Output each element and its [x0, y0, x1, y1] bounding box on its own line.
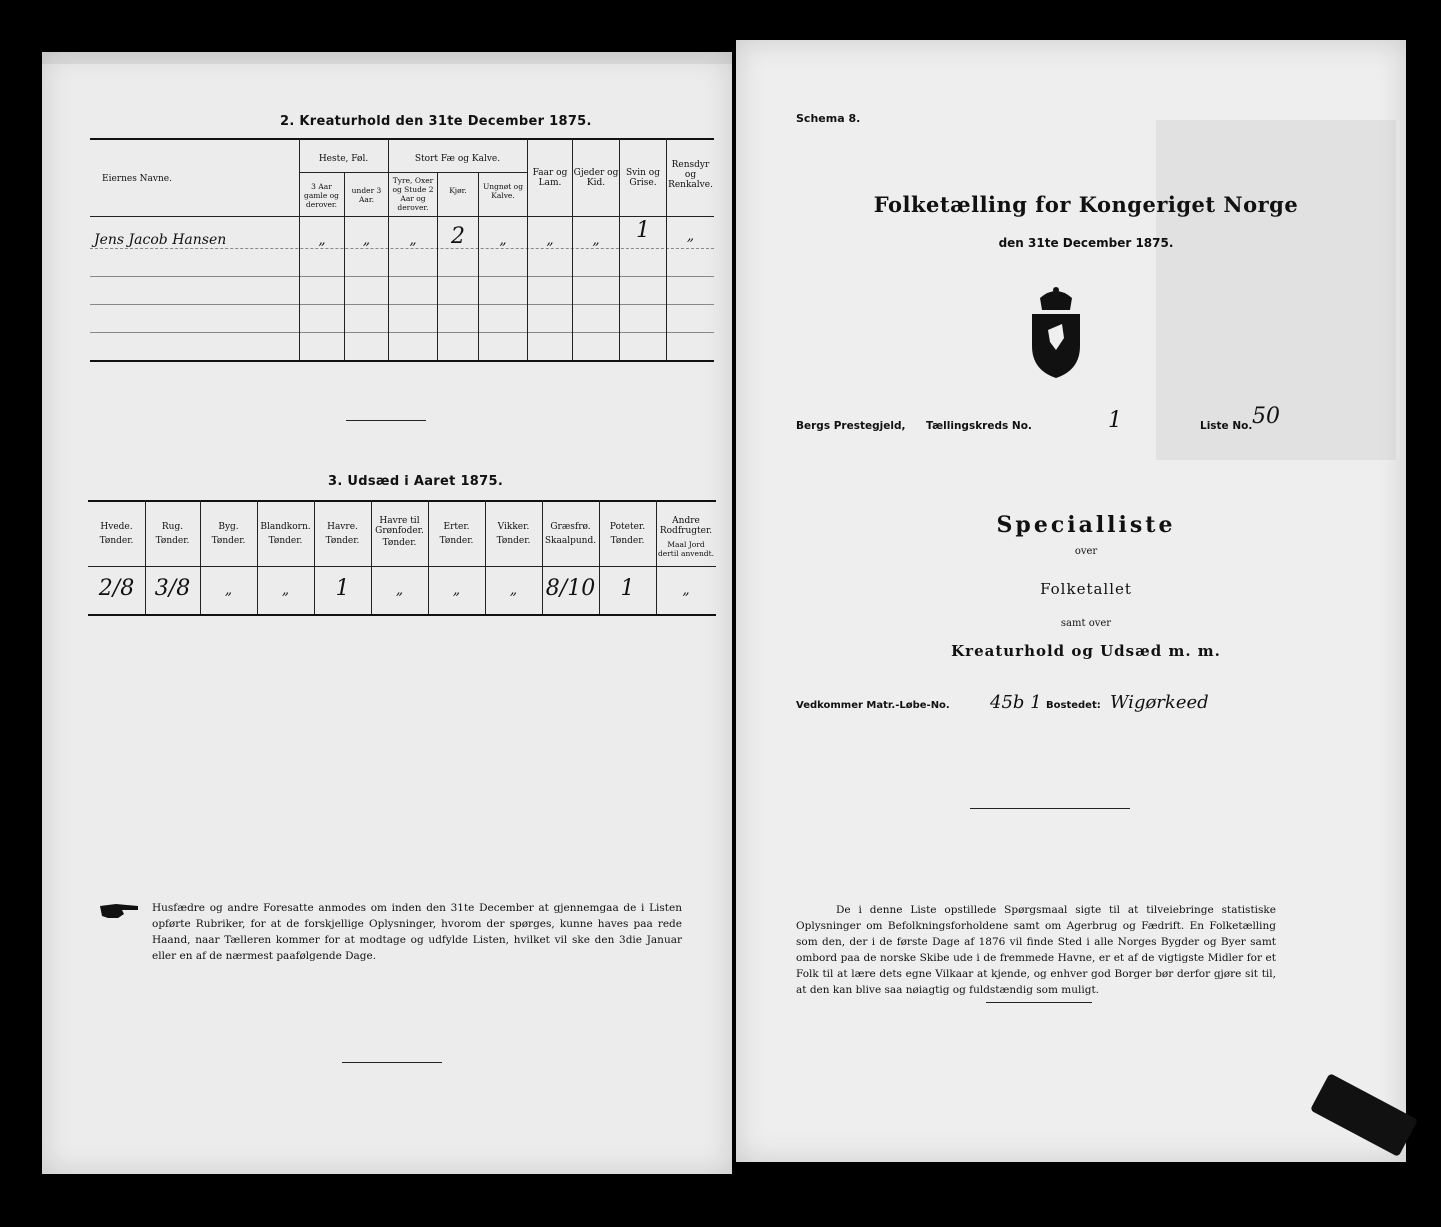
table2-col-rule: [437, 172, 438, 360]
table2-subheader-rule: [388, 172, 527, 173]
header-heste-sub2: under 3 Aar.: [351, 186, 382, 204]
cell-rensdyr: „: [686, 228, 695, 244]
col-vikker-header: Vikker.: [497, 522, 530, 532]
main-subtitle: den 31te December 1875.: [998, 236, 1174, 250]
owner-name: Jens Jacob Hansen: [94, 232, 227, 248]
right-page: [736, 40, 1406, 1162]
table3-bottom-rule: [88, 614, 716, 616]
matr-value: 45b 1: [990, 692, 1042, 713]
table2-subheader-rule: [299, 172, 388, 173]
val-rodfrugter: „: [682, 582, 690, 598]
header-svin: Svin og Grise.: [626, 168, 660, 188]
liste-value: 50: [1252, 404, 1280, 429]
val-havre: 1: [335, 576, 350, 601]
instruction-note: Husfædre og andre Foresatte anmodes om inden den 31te December at gjennemgaa de i Listen opførte Rubriker, for at de forskjellige Oplysninger, hvorom der spørges, kunne haves paa rede Haand, naar Tælleren kommer for at modtage og udfylde Listen, hvilket vil ske den 3die Januar eller en af de nærmest paafølgende Dage.: [152, 902, 682, 962]
folketallet-heading: Folketallet: [1040, 580, 1132, 598]
col-poteter-header: Poteter.: [609, 522, 646, 532]
matr-label: Vedkommer Matr.-Løbe-No.: [796, 700, 950, 711]
liste-label: Liste No.: [1200, 420, 1253, 432]
table2-bottom-rule: [90, 360, 714, 362]
val-graesfro: 8/10: [545, 576, 596, 601]
col-rug-header: Rug.: [161, 522, 184, 532]
col-hvede-unit: Tønder.: [99, 536, 134, 546]
section3-title: 3. Udsæd i Aaret 1875.: [328, 474, 504, 489]
cell-gjeder: „: [592, 232, 600, 248]
header-rensdyr: Rensdyr og Renkalve.: [668, 160, 713, 190]
cell-ungnot: „: [499, 232, 507, 248]
col-blandkorn-unit: Tønder.: [268, 536, 303, 546]
bosted-value: Wigørkeed: [1110, 692, 1209, 713]
left-page: [42, 52, 732, 1174]
table3-header-rule: [88, 566, 716, 567]
divider: [346, 420, 426, 421]
col-graesfro-header: Græsfrø.: [550, 522, 591, 532]
table2-header-rule: [90, 216, 714, 217]
coat-of-arms-icon: [1026, 284, 1086, 380]
val-poteter: 1: [620, 576, 635, 601]
header-owner: Eiernes Navne.: [102, 174, 172, 184]
table2-row-rule: [90, 248, 714, 249]
over-text: over: [1074, 546, 1098, 557]
col-gronfoder-unit: Tønder.: [382, 538, 417, 548]
val-hvede: 2/8: [98, 576, 135, 601]
col-rodfrugter-header: Andre Rodfrugter.: [659, 516, 713, 536]
cell-heste1: „: [318, 232, 326, 248]
header-stort-sub1: Tyre, Oxer og Stude 2 Aar og derover.: [392, 176, 434, 212]
val-byg: „: [224, 582, 233, 598]
header-heste-sub1: 3 Aar gamle og derover.: [304, 182, 339, 209]
kreds-value: 1: [1108, 408, 1122, 433]
bottom-divider: [342, 1062, 442, 1063]
table3-headers: [88, 516, 716, 562]
bottom-divider: [986, 1002, 1092, 1003]
col-vikker-unit: Tønder.: [496, 536, 531, 546]
kreaturhold-heading: Kreaturhold og Udsæd m. m.: [951, 642, 1221, 660]
schema-label: Schema 8.: [796, 112, 861, 125]
col-byg-header: Byg.: [218, 522, 239, 532]
kreds-label: Tællingskreds No.: [926, 420, 1032, 432]
samt-over-text: samt over: [1060, 618, 1112, 629]
page-edge: [42, 52, 732, 64]
val-blandkorn: „: [281, 582, 290, 598]
col-poteter-unit: Tønder.: [610, 536, 645, 546]
table2-row-rule: [90, 332, 714, 333]
header-stort-sub3: Ungnøt og Kalve.: [482, 182, 523, 200]
specialliste-heading: Specialliste: [996, 512, 1176, 538]
intro-paragraph: De i denne Liste opstillede Spørgsmaal sigte til at tilveiebringe statistiske Oplysninger om Befolkningsforholdene samt om Agerbrug og Fædrift. En Folketælling som den, der i de første Dage af 1876 vil finde Sted i alle Norges Bygder og Byer samt ombord paa de norske Skibe ude i de fremmede Havne, er et af de vigtigste Midler for et Folk til at lære dets egne Vilkaar at kjende, og enhver god Borger bør derfor gjøre sit til, at den kan blive saa nøiagtig og fuldstændig som muligt.: [796, 904, 1276, 996]
val-rug: 3/8: [154, 576, 191, 601]
main-title: Folketælling for Kongeriget Norge: [873, 192, 1299, 217]
val-erter: „: [452, 582, 461, 598]
header-stort-sub2: Kjør.: [449, 186, 467, 195]
header-heste: Heste, Føl.: [318, 154, 369, 164]
divider: [970, 808, 1130, 809]
cell-faar: „: [546, 232, 554, 248]
col-rodfrugter-unit: Maal Jord dertil anvendt.: [657, 540, 715, 558]
table2-top-rule: [90, 138, 714, 140]
header-faar: Faar og Lam.: [532, 168, 568, 188]
val-gronfoder: „: [395, 582, 404, 598]
col-erter-unit: Tønder.: [439, 536, 474, 546]
col-gronfoder-header: Havre til Grønfoder.: [375, 516, 424, 536]
table3-top-rule: [88, 500, 716, 502]
prestegjeld-label: Bergs Prestegjeld,: [796, 420, 906, 432]
col-erter-header: Erter.: [443, 522, 470, 532]
pointing-hand-icon: [98, 900, 142, 922]
col-blandkorn-header: Blandkorn.: [260, 522, 311, 532]
table2-row-rule: [90, 304, 714, 305]
col-havre-unit: Tønder.: [325, 536, 360, 546]
section2-title: 2. Kreaturhold den 31te December 1875.: [280, 114, 592, 129]
table3-values: [88, 574, 716, 610]
header-stort: Stort Fæ og Kalve.: [414, 154, 501, 164]
cell-svin: 1: [636, 218, 650, 243]
table2-col-rule: [478, 172, 479, 360]
val-vikker: „: [509, 582, 518, 598]
table2-row-rule: [90, 276, 714, 277]
cell-heste2: „: [362, 232, 371, 248]
col-graesfro-unit: Skaalpund.: [544, 536, 597, 546]
col-rug-unit: Tønder.: [155, 536, 190, 546]
col-havre-header: Havre.: [327, 522, 358, 532]
col-byg-unit: Tønder.: [211, 536, 246, 546]
bosted-label: Bostedet:: [1046, 700, 1101, 711]
cell-stort1: „: [409, 232, 417, 248]
col-hvede-header: Hvede.: [100, 522, 133, 532]
cell-kjor: 2: [451, 224, 465, 249]
header-gjeder: Gjeder og Kid.: [573, 168, 619, 188]
